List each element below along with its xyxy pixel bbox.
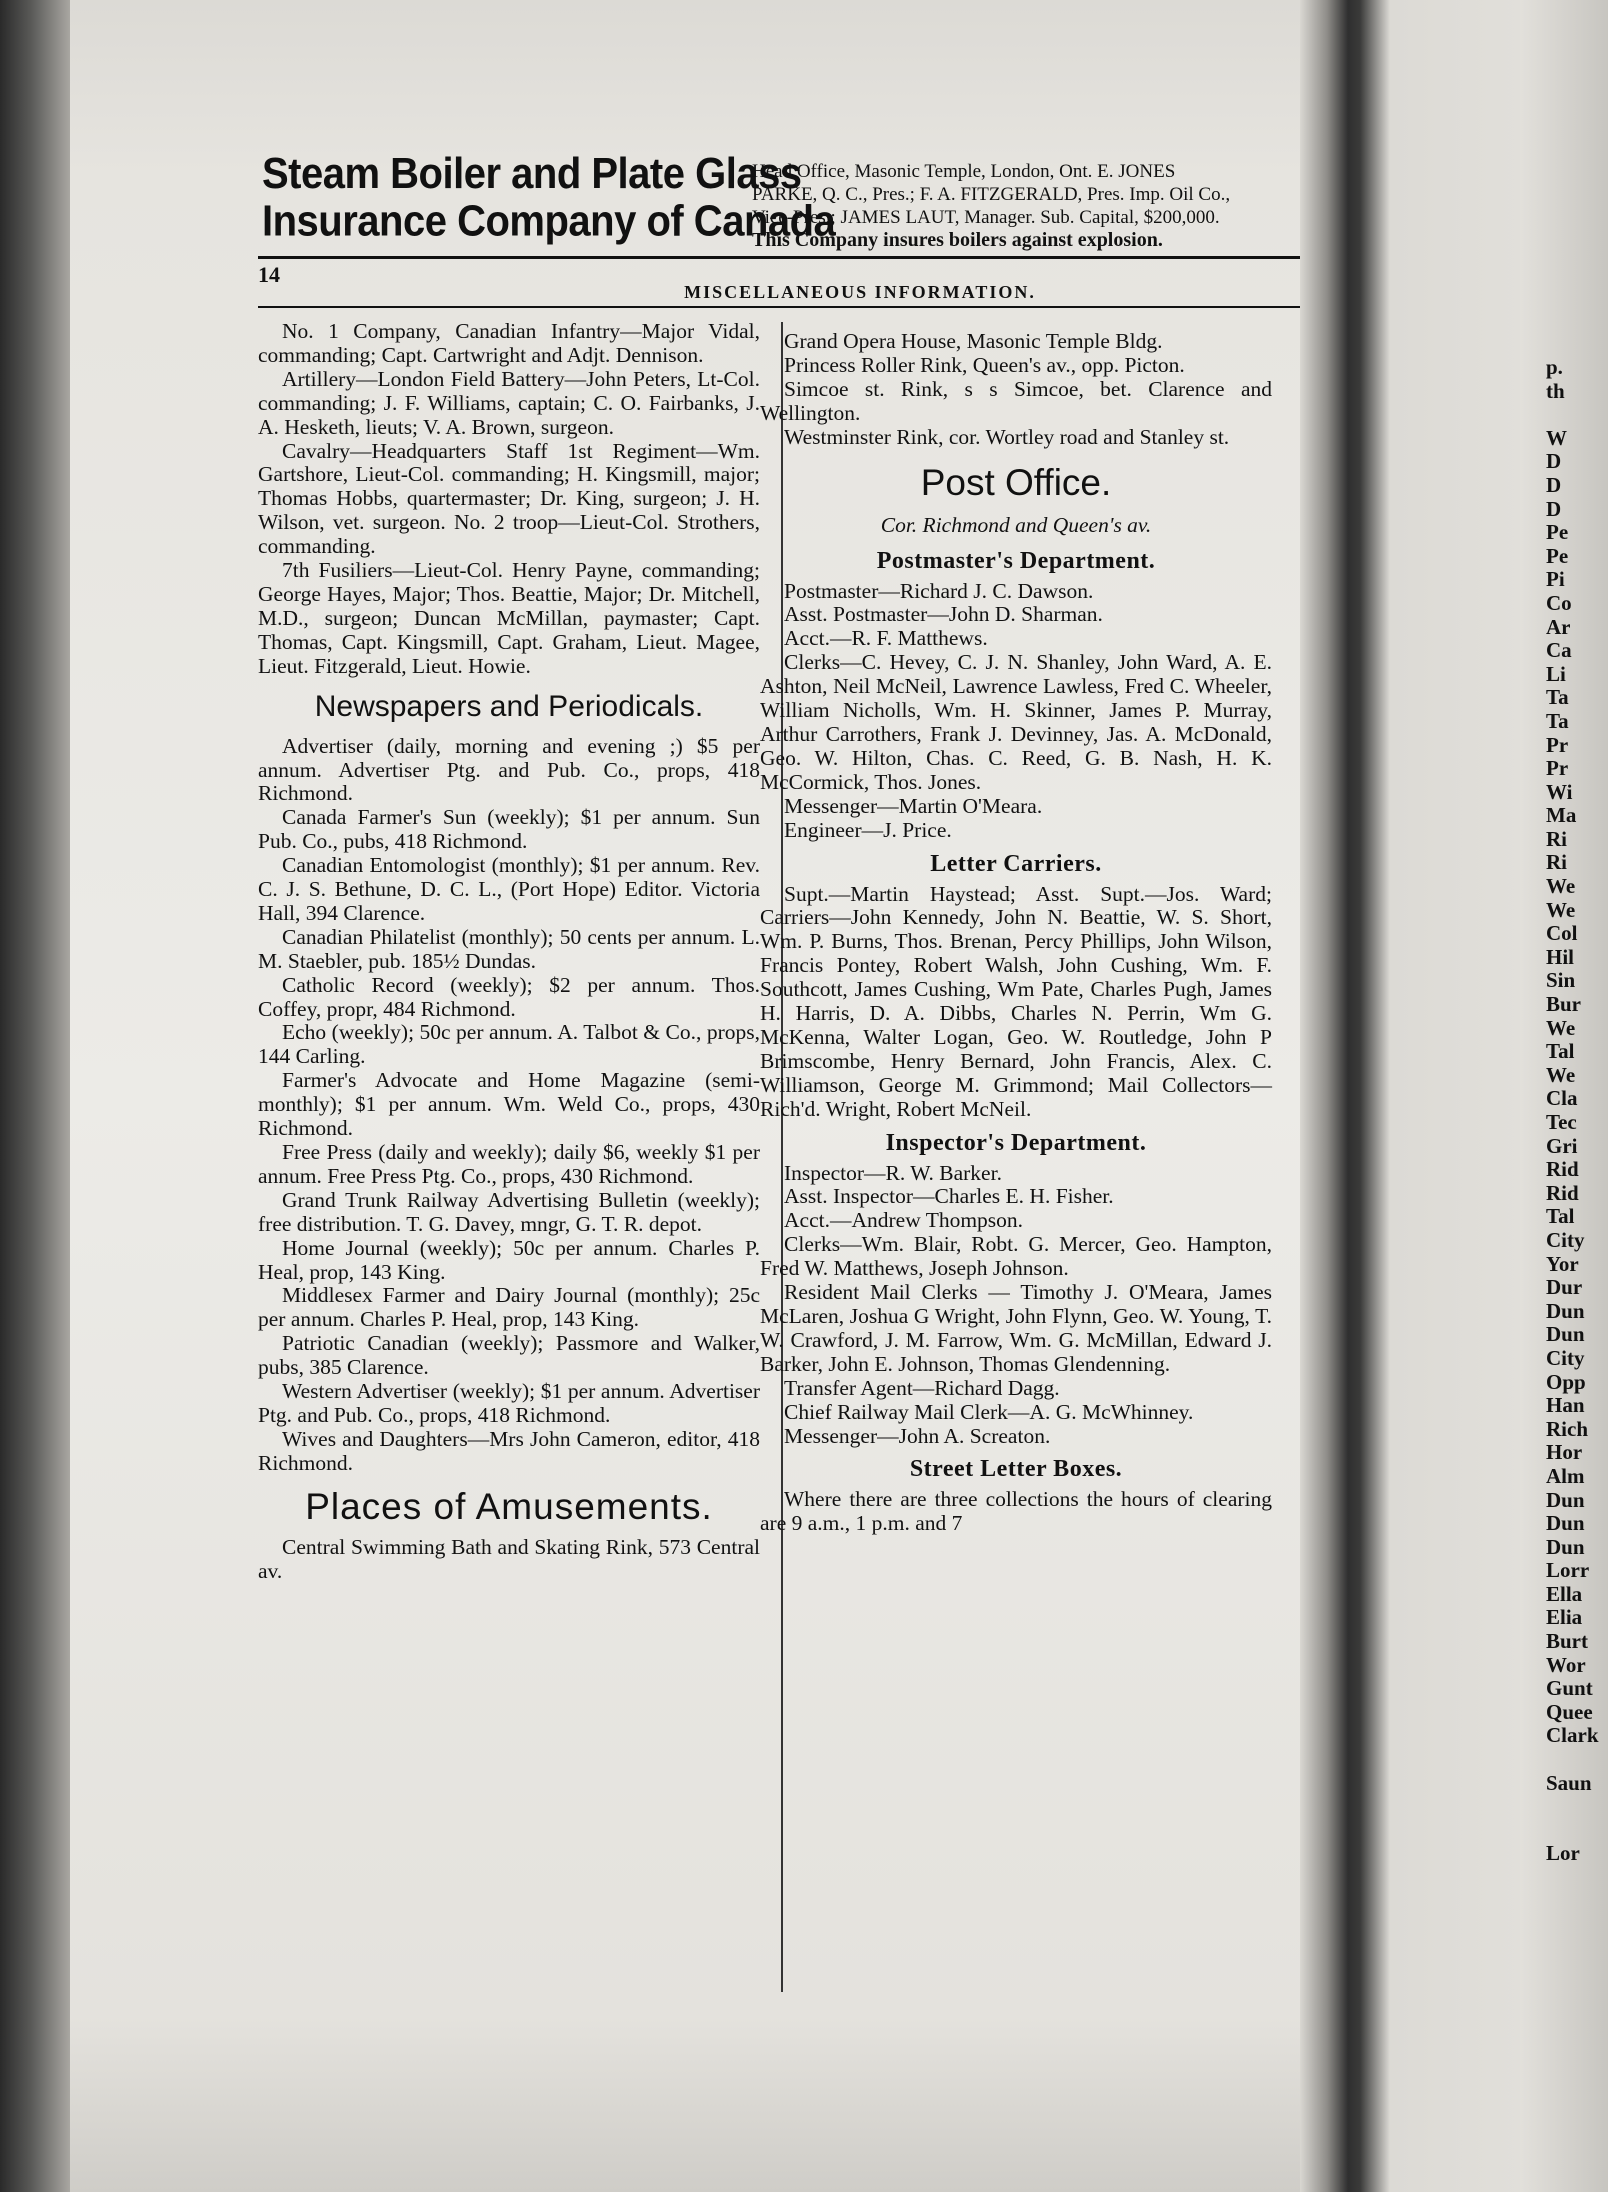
edge-fragment: Dur	[1546, 1275, 1583, 1300]
street-box-entry: Where there are three collections the hours of clearing are 9 a.m., 1 p.m. and 7	[760, 1487, 1272, 1536]
postmaster-entry: Acct.—R. F. Matthews.	[784, 626, 988, 651]
running-head: MISCELLANEOUS INFORMATION.	[684, 282, 1036, 302]
adjacent-page-fragments	[1546, 356, 1606, 1866]
inspector-entry: Transfer Agent—Richard Dagg.	[784, 1375, 1060, 1400]
scan-left-shadow	[0, 0, 70, 2192]
military-entry: 7th Fusiliers—Lieut-Col. Henry Payne, commanding; George Hayes, Major; Thos. Beattie, Major; Dr. Mitchell, M.D., surgeon; Duncan McMillan, paymaster; Capt. Thomas, Capt. Kingsmill, Capt. Graham, Lieut. Magee, Lieut. Fitzgerald, Lieut. Howie.	[258, 558, 760, 678]
edge-fragment: Lorr	[1546, 1558, 1590, 1583]
edge-fragment: We	[1546, 1062, 1576, 1087]
edge-fragment: Gri	[1546, 1133, 1578, 1158]
edge-fragment: Alm	[1546, 1463, 1585, 1488]
edge-fragment: Sin	[1546, 968, 1576, 993]
edge-fragment: City	[1546, 1227, 1585, 1252]
edge-fragment: Quee	[1546, 1699, 1593, 1724]
edge-fragment: Wi	[1546, 779, 1573, 804]
inspector-entry: Clerks—Wm. Blair, Robt. G. Mercer, Geo. Hampton, Fred W. Matthews, Joseph Johnson.	[760, 1232, 1272, 1281]
advert-text-line: Vice-Pres.; JAMES LAUT, Manager. Sub. Capital, $200,000.	[752, 207, 1220, 228]
newspaper-entry: Canada Farmer's Sun (weekly); $1 per annum. Sun Pub. Co., pubs, 418 Richmond.	[258, 805, 760, 854]
edge-fragment: Rich	[1546, 1416, 1588, 1441]
postmaster-entry: Clerks—C. Hevey, C. J. N. Shanley, John Ward, A. E. Ashton, Neil McNeil, Lawrence Lawless, Fred C. Wheeler, William Nicholls, Wm. H. Skinner, James P. Murray, Arthur Carrothers, Frank J. Devinney, Jas. A. McDonald, Geo. W. Hilton, Chas. C. Reed, G. B. Nash, H. K. McCormick, Thos. Jones.	[760, 650, 1272, 794]
advert-text-line: Head Office, Masonic Temple, London, Ont. E. JONES	[752, 161, 1176, 182]
edge-fragment: Ar	[1546, 614, 1571, 639]
edge-fragment: Rid	[1546, 1157, 1579, 1182]
newspapers-list	[258, 735, 760, 1476]
edge-fragment: Gunt	[1546, 1676, 1593, 1701]
edge-fragment: th	[1546, 378, 1565, 403]
edge-fragment: Ri	[1546, 826, 1567, 851]
edge-fragment: Pe	[1546, 543, 1569, 568]
military-section	[258, 320, 760, 679]
edge-fragment: Hil	[1546, 944, 1575, 969]
edge-fragment: We	[1546, 1015, 1576, 1040]
advert-text	[752, 160, 1312, 252]
right-column	[760, 330, 1272, 1536]
inspector-list	[760, 1162, 1272, 1449]
amusement-entry: Westminster Rink, cor. Wortley road and Stanley st.	[784, 424, 1230, 449]
letter-carrier-entry: Supt.—Martin Haystead; Asst. Supt.—Jos. Ward; Carriers—John Kennedy, John N. Beattie, W. S. Short, Wm. P. Burns, Thos. Brenan, Percy Phillips, John Wilson, Francis Pontey, Robert Walsh, John Cushing, Wm. F. Southcott, James Cushing, Wm Pate, Charles Pugh, James H. Harris, D. A. Dibbs, Charles N. Perrin, Wm G. McKenna, Walter Logan, Geo. W. Routledge, John P Brimscombe, Henry Bernard, John Francis, Alex. C. Williamson, George M. Grimmond; Mail Collectors—Rich'd. Wright, Robert McNeil.	[760, 881, 1272, 1121]
edge-fragment: Pi	[1546, 567, 1565, 592]
amusements-heading: Places of Amusements.	[305, 1485, 713, 1527]
edge-fragment: Ta	[1546, 708, 1569, 733]
amusement-entry: Princess Roller Rink, Queen's av., opp. Picton.	[784, 352, 1185, 377]
edge-fragment: Cla	[1546, 1086, 1578, 1111]
newspaper-entry: Grand Trunk Railway Advertising Bulletin (weekly); free distribution. T. G. Davey, mngr, G. T. R. depot.	[258, 1187, 760, 1236]
postmaster-entry: Messenger—Martin O'Meara.	[784, 793, 1043, 818]
edge-fragment: Pr	[1546, 756, 1569, 781]
amusements-continued	[760, 330, 1272, 450]
newspaper-entry: Advertiser (daily, morning and evening ;) $5 per annum. Advertiser Ptg. and Pub. Co., props, 418 Richmond.	[258, 733, 760, 806]
edge-fragment: Yor	[1546, 1251, 1579, 1276]
edge-fragment: Ta	[1546, 685, 1569, 710]
edge-fragment: p.	[1546, 356, 1563, 379]
newspapers-heading: Newspapers and Periodicals.	[314, 689, 704, 723]
left-column	[258, 320, 760, 1584]
edge-fragment	[1546, 1795, 1606, 1819]
edge-fragment: D	[1546, 472, 1562, 497]
newspaper-entry: Western Advertiser (weekly); $1 per annum. Advertiser Ptg. and Pub. Co., props, 418 Richmond.	[258, 1379, 760, 1427]
edge-fragment	[1546, 1819, 1606, 1843]
running-head-rule	[258, 306, 1300, 308]
edge-fragment: Ma	[1546, 803, 1577, 828]
newspaper-entry: Catholic Record (weekly); $2 per annum. Thos. Coffey, propr, 484 Richmond.	[258, 972, 760, 1021]
edge-fragment: Tal	[1546, 1039, 1575, 1064]
edge-fragment: Ri	[1546, 850, 1567, 875]
letter-carriers-heading: Letter Carriers.	[930, 850, 1102, 877]
edge-fragment	[1546, 403, 1606, 427]
edge-fragment: Lor	[1546, 1841, 1580, 1866]
edge-fragment: Bur	[1546, 992, 1582, 1017]
military-entry: Artillery—London Field Battery—John Peters, Lt-Col. commanding; J. F. Williams, captain; C. O. Fairbanks, J. A. Hesketh, lieuts; V. A. Brown, surgeon.	[258, 366, 760, 439]
postmaster-entry: Postmaster—Richard J. C. Dawson.	[784, 578, 1094, 603]
edge-fragment: City	[1546, 1345, 1585, 1370]
edge-fragment: We	[1546, 897, 1576, 922]
edge-fragment: Pr	[1546, 732, 1569, 757]
edge-fragment: Dun	[1546, 1322, 1585, 1347]
edge-fragment: Elia	[1546, 1605, 1583, 1630]
inspector-entry: Messenger—John A. Screaton.	[784, 1423, 1051, 1448]
advert-title	[262, 150, 836, 246]
edge-fragment: Co	[1546, 590, 1572, 615]
advert-title-line1: Steam Boiler and Plate Glass	[262, 150, 802, 198]
edge-fragment	[1546, 1748, 1606, 1772]
edge-fragment: Tal	[1546, 1204, 1575, 1229]
inspector-entry: Chief Railway Mail Clerk—A. G. McWhinney.	[784, 1399, 1194, 1424]
newspaper-entry: Free Press (daily and weekly); daily $6, weekly $1 per annum. Free Press Ptg. Co., props, 430 Richmond.	[258, 1140, 760, 1188]
edge-fragment: Ca	[1546, 638, 1572, 663]
header-rule	[258, 256, 1300, 259]
post-office-heading: Post Office.	[920, 461, 1112, 503]
post-office-address: Cor. Richmond and Queen's av.	[880, 512, 1152, 537]
edge-fragment: W	[1546, 425, 1567, 450]
inspector-entry: Acct.—Andrew Thompson.	[784, 1208, 1024, 1233]
amusement-entry: Central Swimming Bath and Skating Rink, 573 Central av.	[258, 1534, 760, 1583]
edge-fragment: D	[1546, 496, 1562, 521]
edge-fragment: Dun	[1546, 1534, 1585, 1559]
amusement-entry: Grand Opera House, Masonic Temple Bldg.	[784, 329, 1163, 353]
postmaster-list	[760, 580, 1272, 843]
edge-fragment: Li	[1546, 661, 1566, 686]
page-number: 14	[258, 262, 280, 287]
inspector-entry: Asst. Inspector—Charles E. H. Fisher.	[784, 1184, 1114, 1209]
edge-fragment: Pe	[1546, 520, 1569, 545]
newspaper-entry: Patriotic Canadian (weekly); Passmore and Walker, pubs, 385 Clarence.	[258, 1331, 760, 1380]
edge-fragment: Opp	[1546, 1369, 1586, 1394]
edge-fragment: Saun	[1546, 1770, 1592, 1795]
newspaper-entry: Middlesex Farmer and Dairy Journal (monthly); 25c per annum. Charles P. Heal, prop, 143 King.	[258, 1283, 760, 1332]
amusement-entry: Simcoe st. Rink, s s Simcoe, bet. Clarence and Wellington.	[760, 376, 1272, 425]
advert-title-line2: Insurance Company of Canada	[262, 197, 836, 246]
edge-fragment: Dun	[1546, 1298, 1585, 1323]
street-boxes-list	[760, 1488, 1272, 1536]
postmaster-entry: Engineer—J. Price.	[784, 817, 952, 842]
edge-fragment: Dun	[1546, 1487, 1585, 1512]
edge-fragment: Rid	[1546, 1180, 1579, 1205]
newspaper-entry: Home Journal (weekly); 50c per annum. Charles P. Heal, prop, 143 King.	[258, 1235, 760, 1284]
newspaper-entry: Farmer's Advocate and Home Magazine (semi-monthly); $1 per annum. Wm. Weld Co., props, 430 Richmond.	[258, 1068, 760, 1141]
edge-fragment: Burt	[1546, 1629, 1588, 1654]
newspaper-entry: Canadian Entomologist (monthly); $1 per annum. Rev. C. J. S. Bethune, D. C. L., (Port Hope) Editor. Victoria Hall, 394 Clarence.	[258, 853, 760, 925]
postmaster-heading: Postmaster's Department.	[876, 547, 1156, 574]
newspaper-entry: Wives and Daughters—Mrs John Cameron, editor, 418 Richmond.	[258, 1426, 760, 1475]
edge-fragment: We	[1546, 874, 1576, 899]
edge-fragment: D	[1546, 449, 1562, 474]
edge-fragment: Hor	[1546, 1440, 1583, 1465]
edge-fragment: Ella	[1546, 1581, 1583, 1606]
edge-fragment: Tec	[1546, 1110, 1577, 1134]
advert-text-line: PARKE, Q. C., Pres.; F. A. FITZGERALD, Pres. Imp. Oil Co.,	[752, 184, 1231, 205]
inspector-entry: Inspector—R. W. Barker.	[784, 1160, 1002, 1185]
newspaper-entry: Canadian Philatelist (monthly); 50 cents per annum. L. M. Staebler, pub. 185½ Dundas.	[258, 924, 760, 973]
edge-fragment: Dun	[1546, 1511, 1585, 1536]
edge-fragment: Han	[1546, 1393, 1585, 1418]
edge-fragment: Wor	[1546, 1652, 1586, 1677]
amusements-list	[258, 1536, 760, 1584]
edge-fragment: Clark	[1546, 1723, 1599, 1748]
postmaster-entry: Asst. Postmaster—John D. Sharman.	[784, 602, 1103, 627]
military-entry: Cavalry—Headquarters Staff 1st Regiment—Wm. Gartshore, Lieut-Col. commanding; H. Kingsmill, major; Thomas Hobbs, quartermaster; Dr. King, surgeon; J. H. Wilson, vet. surgeon. No. 2 troop—Lieut-Col. Strothers, commanding.	[258, 438, 760, 559]
inspector-heading: Inspector's Department.	[885, 1129, 1147, 1156]
letter-carriers-list	[760, 883, 1272, 1122]
edge-fragment: Col	[1546, 921, 1578, 946]
newspaper-entry: Echo (weekly); 50c per annum. A. Talbot & Co., props, 144 Carling.	[258, 1020, 760, 1069]
advert-tagline: This Company insures boilers against explosion.	[752, 229, 1163, 251]
street-boxes-heading: Street Letter Boxes.	[909, 1456, 1123, 1483]
inspector-entry: Resident Mail Clerks — Timothy J. O'Meara, James McLaren, Joshua G Wright, John Flynn, Geo. W. Young, T. W. Crawford, J. M. Farrow, Wm. G. McMillan, Edward J. Barker, John E. Johnson, Thomas Glendenning.	[760, 1280, 1272, 1376]
military-entry: No. 1 Company, Canadian Infantry—Major Vidal, commanding; Capt. Cartwright and Adjt. Dennison.	[258, 319, 760, 367]
